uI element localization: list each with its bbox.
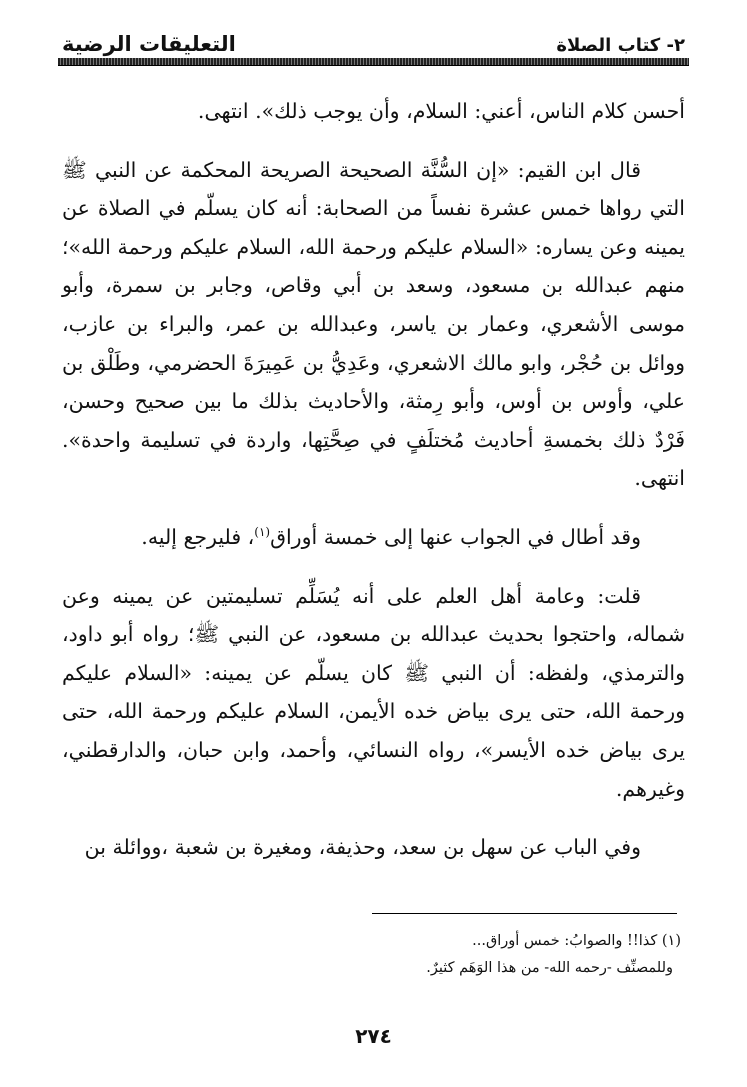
footnote-text: كذا!! والصوابُ: خمس أوراق... (472, 933, 658, 949)
paragraph-reply-tail: ، فليرجع إليه. (141, 524, 255, 549)
footnote-1-continuation: وللمصنِّف -رحمه الله- من هذا الوَهَم كثيرٌ. (426, 960, 673, 976)
chapter-title: ٢- كتاب الصلاة (556, 35, 685, 56)
paragraph-reply-text: وقد أطال في الجواب عنها إلى خمسة أوراق (270, 524, 641, 549)
main-text (62, 92, 685, 867)
paragraph-chapter-narrators: وفي الباب عن سهل بن سعد، وحذيفة، ومغيرة بن شعبة ،ووائلة بن (84, 835, 641, 860)
footnote-1 (62, 928, 681, 955)
footnote-marker: (١) (661, 933, 681, 949)
running-header (62, 26, 685, 56)
header-rule (58, 58, 689, 66)
paragraph-continued: أحسن كلام الناس، أعني: السلام، وأن يوجب ذلك». انتهى. (197, 99, 685, 123)
book-title: التعليقات الرضية (62, 32, 236, 56)
paragraph-ibn-qayyim-quote: قال ابن القيم: «إن السُّنَّة الصحيحة الصريحة المحكمة عن النبي ﷺ التي رواها خمس عشرة نفساً من الصحابة: أنه كان يسلّم في الصلاة عن يمينه وعن يساره: «السلام عليكم ورحمة الله، السلام عليكم ورحمة الله»؛ منهم عبدالله بن مسعود، وسعد بن أبي وقاص، وجابر بن سمرة، وأبو موسى الأشعري، وعمار بن ياسر، وعبدالله بن عمر، والبراء بن عازب، ووائل بن حُجْر، وابو مالك الاشعري، وعَدِيُّ بن عَمِيرَةَ الحضرمي، وطَلْق بن علي، وأوس بن أوس، وأبو رِمثة، والأحاديث بذلك ما بين صحيح وحسن، فَرْدٌ ذلك بخمسةِ أحاديث مُختلَفٍ في صِحَّتِها، واردة في تسليمة واحدة». انتهى. (62, 157, 685, 491)
paragraph-commentary: قلت: وعامة أهل العلم على أنه يُسَلِّم تسليمتين عن يمينه وعن شماله، واحتجوا بحديث عبدالله بن مسعود، عن النبي ﷺ؛ رواه أبو داود، والترمذي، ولفظه: أن النبي ﷺ كان يسلّم عن يمينه: «السلام عليكم ورحمة الله، حتى يرى بياض خده الأيمن، السلام عليكم ورحمة الله، حتى يرى بياض خده الأيسر»، رواه النسائي، وأحمد، وابن حبان، والدارقطني، وغيرهم. (62, 583, 685, 801)
footnotes (62, 928, 681, 982)
page-number: ٢٧٤ (355, 1024, 392, 1048)
footnote-separator (372, 913, 677, 914)
paragraph-reply (62, 518, 685, 557)
footnote-reference[interactable]: (١) (254, 525, 271, 540)
